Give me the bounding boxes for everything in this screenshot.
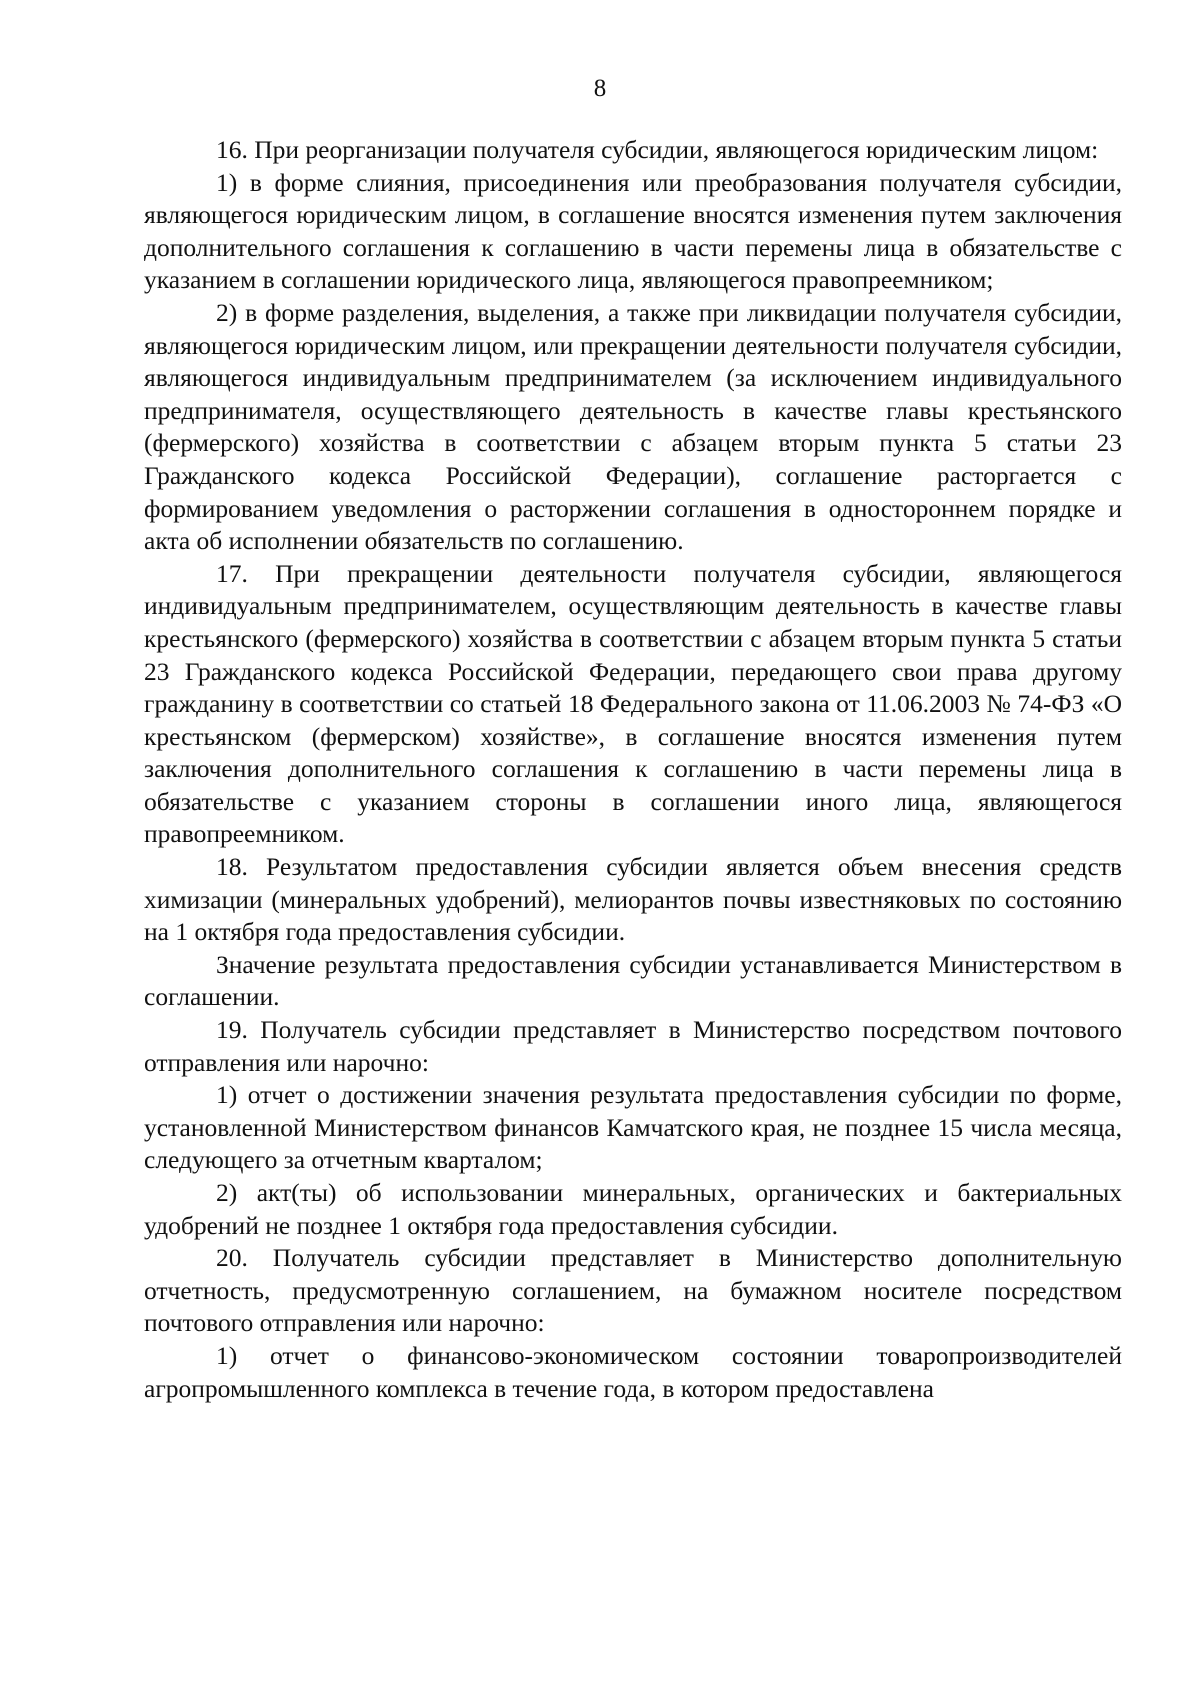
page-number: 8: [593, 75, 607, 102]
paragraph-18-result-value: Значение результата предоставления субсидии устанавливается Министерством в соглашении.: [144, 949, 1122, 1012]
paragraph-19-item-1: 1) отчет о достижении значения результата предоставления субсидии по форме, установленной Министерством финансов Камчатского края, не позднее 15 числа месяца, следующего за отчетным кварталом;: [144, 1080, 1122, 1175]
paragraph-17: 17. При прекращении деятельности получателя субсидии, являющегося индивидуальным предпринимателем, осуществляющим деятельность в качестве главы крестьянского (фермерского) хозяйства в соответствии с абзацем вторым пункта 5 статьи 23 Гражданского кодекса Российской Федерации, передающего свои права другому гражданину в соответствии со статьей 18 Федерального закона от 11.06.2003 № 74-ФЗ «О крестьянском (фермерском) хозяйстве», в соглашение вносятся изменения путем заключения дополнительного соглашения к соглашению в части перемены лица в обязательстве с указанием стороны в соглашении иного лица, являющегося правопреемником.: [144, 558, 1122, 849]
document-body: [144, 134, 1122, 1405]
paragraph-16: 16. При реорганизации получателя субсидии, являющегося юридическим лицом:: [216, 135, 1099, 164]
paragraph-20-item-1: 1) отчет о финансово-экономическом состоянии товаропроизводителей агропромышленного комплекса в течение года, в котором предоставлена: [144, 1340, 1122, 1403]
paragraph-19-item-2: 2) акт(ты) об использовании минеральных, органических и бактериальных удобрений не позднее 1 октября года предоставления субсидии.: [144, 1178, 1122, 1240]
paragraph-18: 18. Результатом предоставления субсидии является объем внесения средств химизации (минеральных удобрений), мелиорантов почвы известняковых по состоянию на 1 октября года предоставления субсидии.: [144, 852, 1122, 947]
paragraph-16-item-1: 1) в форме слияния, присоединения или преобразования получателя субсидии, являющегося юридическим лицом, в соглашение вносятся изменения путем заключения дополнительного соглашения к соглашению в части перемены лица в обязательстве с указанием в соглашении юридического лица, являющегося правопреемником;: [144, 167, 1122, 295]
paragraph-19: 19. Получатель субсидии представляет в Министерство посредством почтового отправления или нарочно:: [144, 1015, 1122, 1077]
paragraph-16-item-2: 2) в форме разделения, выделения, а также при ликвидации получателя субсидии, являющегося юридическим лицом, или прекращении деятельности получателя субсидии, являющегося индивидуальным предпринимателем (за исключением индивидуального предпринимателя, осуществляющего деятельность в качестве главы крестьянского (фермерского) хозяйства в соответствии с абзацем вторым пункта 5 статьи 23 Гражданского кодекса Российской Федерации), соглашение расторгается с формированием уведомления о расторжении соглашения в одностороннем порядке и акта об исполнении обязательств по соглашению.: [144, 297, 1122, 556]
paragraph-20: 20. Получатель субсидии представляет в Министерство дополнительную отчетность, предусмотренную соглашением, на бумажном носителе посредством почтового отправления или нарочно:: [144, 1243, 1122, 1338]
